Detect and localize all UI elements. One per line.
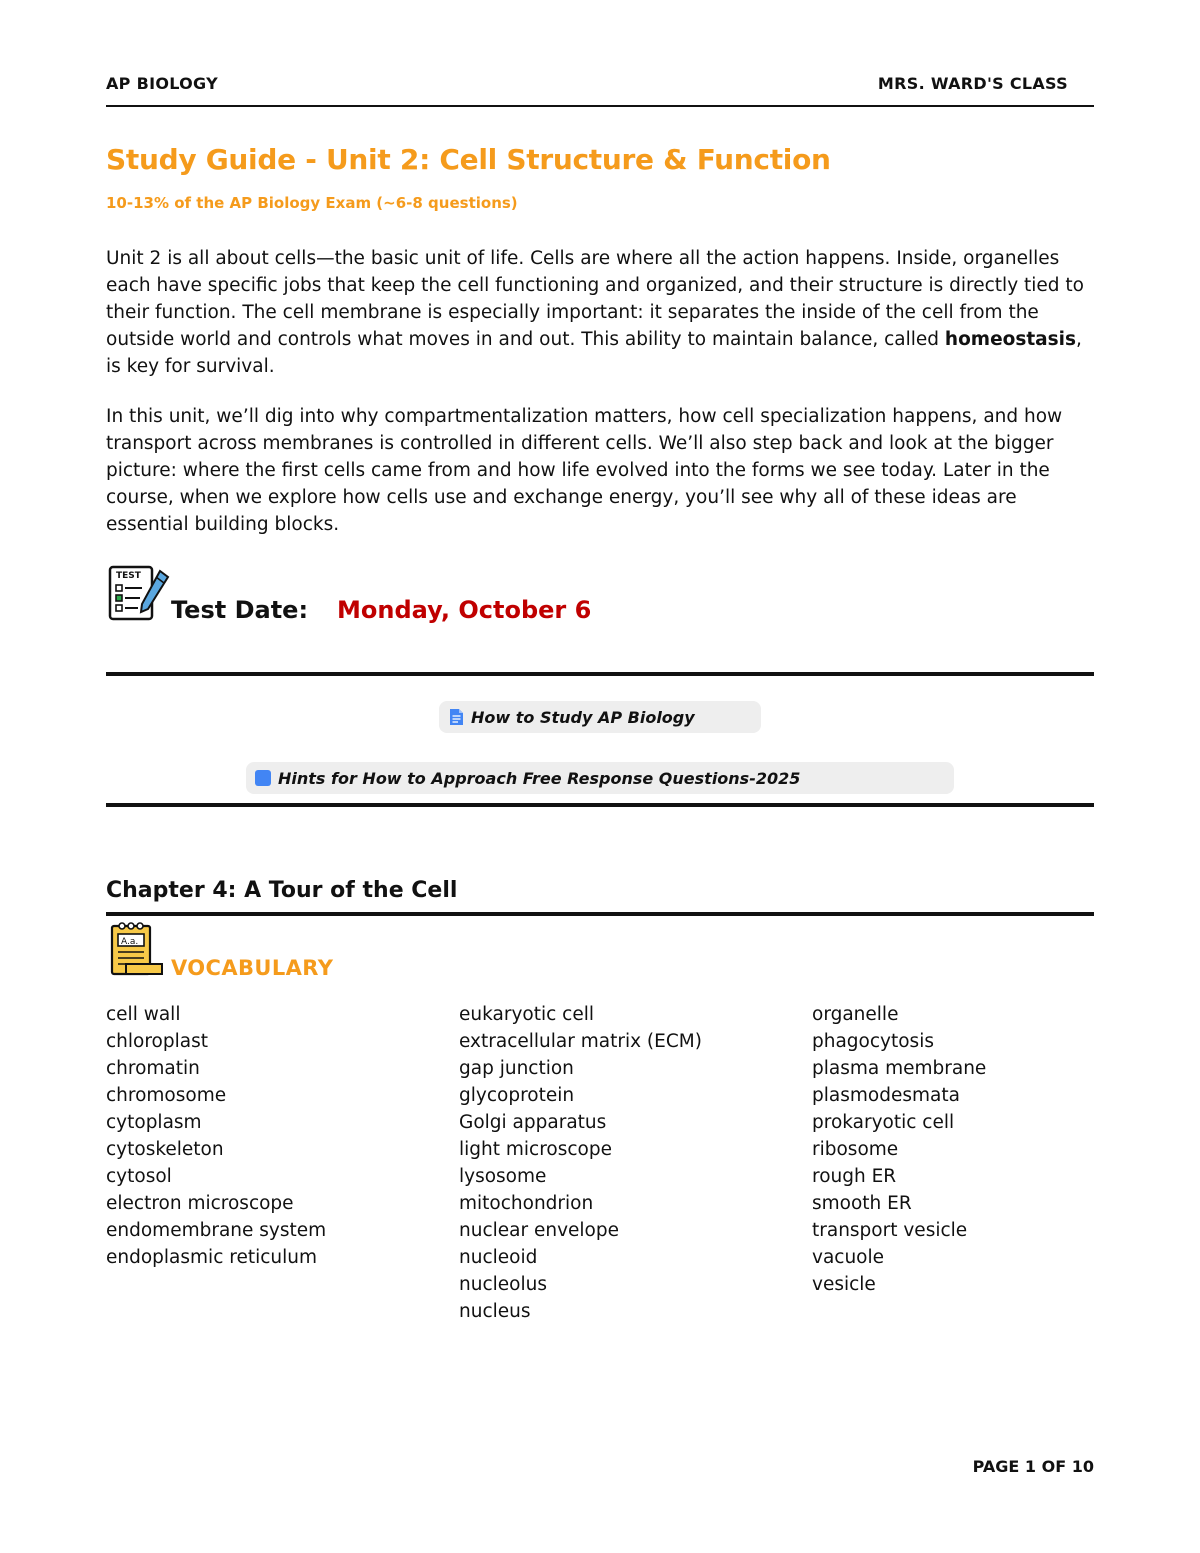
how-to-study-link-label: How to Study AP Biology	[471, 707, 695, 727]
vocab-icon-text: A.a.	[121, 937, 139, 947]
vocab-term: cytoskeleton	[106, 1139, 224, 1160]
vocab-term: extracellular matrix (ECM)	[459, 1031, 702, 1052]
vocab-term: gap junction	[459, 1058, 574, 1079]
vocabulary-heading: VOCABULARY	[171, 956, 334, 980]
intro-paragraph-1	[106, 245, 1096, 380]
vocab-term: cytosol	[106, 1166, 172, 1187]
test-date-label: Test Date:	[171, 596, 309, 624]
section-divider-top	[106, 672, 1094, 676]
google-doc-icon	[447, 708, 465, 726]
vocab-term: lysosome	[459, 1166, 547, 1187]
page-subtitle: 10-13% of the AP Biology Exam (~6-8 questions)	[106, 194, 518, 212]
page-number: PAGE 1 OF 10	[972, 1457, 1094, 1476]
vocab-term: mitochondrion	[459, 1193, 594, 1214]
frq-hints-link[interactable]	[246, 762, 954, 794]
header-divider	[106, 105, 1094, 107]
header-course: AP BIOLOGY	[106, 74, 219, 93]
intro-p1-bold-term: homeostasis	[944, 329, 1077, 350]
vocab-term: endomembrane system	[106, 1220, 327, 1241]
vocab-term: nuclear envelope	[459, 1220, 619, 1241]
notepad-icon	[108, 920, 166, 978]
vocab-term: electron microscope	[106, 1193, 294, 1214]
how-to-study-link[interactable]	[439, 701, 761, 733]
vocab-term: vesicle	[812, 1274, 876, 1295]
vocab-term: eukaryotic cell	[459, 1004, 594, 1025]
vocab-term: light microscope	[459, 1139, 612, 1160]
chapter-divider	[106, 912, 1094, 916]
vocab-term: plasmodesmata	[812, 1085, 960, 1106]
vocab-term: rough ER	[812, 1166, 897, 1187]
vocab-term: chloroplast	[106, 1031, 208, 1052]
vocab-column-1	[106, 1001, 326, 1271]
section-divider-bottom	[106, 803, 1094, 807]
vocab-term: endoplasmic reticulum	[106, 1247, 317, 1268]
vocab-term: transport vesicle	[812, 1220, 968, 1241]
vocab-term: plasma membrane	[812, 1058, 987, 1079]
vocab-term: glycoprotein	[459, 1085, 575, 1106]
vocab-term: chromosome	[106, 1085, 227, 1106]
vocab-term: phagocytosis	[812, 1031, 934, 1052]
intro-p1-text: Unit 2 is all about cells—the basic unit of life. Cells are where all the action happens. Inside, organelles each have specific jobs that keep the cell functioning and organized, and their structure is directly tied to their function. The cell membrane is especially important: it separates the inside of the cell from the outside world and controls what moves in and out. This ability to maintain balance, called	[106, 248, 1084, 350]
intro-paragraph-2: In this unit, we’ll dig into why compartmentalization matters, how cell specialization happens, and how transport across membranes is controlled in different cells. We’ll also step back and look at the bigger picture: where the first cells came from and how life evolved into the forms we see today. Later in the course, when we explore how cells use and exchange energy, you’ll see why all of these ideas are essential building blocks.	[106, 406, 1063, 535]
test-icon-text: TEST	[116, 571, 141, 581]
vocab-column-2	[459, 1001, 702, 1325]
vocab-term: smooth ER	[812, 1193, 912, 1214]
test-date-value: Monday, October 6	[337, 596, 592, 624]
vocab-term: cytoplasm	[106, 1112, 202, 1133]
vocab-term: chromatin	[106, 1058, 200, 1079]
frq-hints-link-label: Hints for How to Approach Free Response Questions-2025	[278, 768, 801, 788]
vocab-term: nucleus	[459, 1301, 531, 1322]
vocab-term: nucleoid	[459, 1247, 538, 1268]
test-checklist-icon	[108, 563, 170, 625]
vocab-term: organelle	[812, 1004, 899, 1025]
vocab-term: cell wall	[106, 1004, 181, 1025]
vocab-column-3	[812, 1001, 986, 1298]
vocab-term: ribosome	[812, 1139, 899, 1160]
header-teacher: MRS. WARD'S CLASS	[877, 74, 1068, 93]
vocab-term: Golgi apparatus	[459, 1112, 607, 1133]
page-title: Study Guide - Unit 2: Cell Structure & Function	[106, 143, 831, 176]
intro-p1-text-end: , is key for survival.	[106, 329, 1082, 377]
vocab-term: nucleolus	[459, 1274, 547, 1295]
vocab-term: vacuole	[812, 1247, 885, 1268]
chapter-title: Chapter 4: A Tour of the Cell	[106, 878, 458, 903]
document-square-icon	[254, 769, 272, 787]
vocab-term: prokaryotic cell	[812, 1112, 955, 1133]
